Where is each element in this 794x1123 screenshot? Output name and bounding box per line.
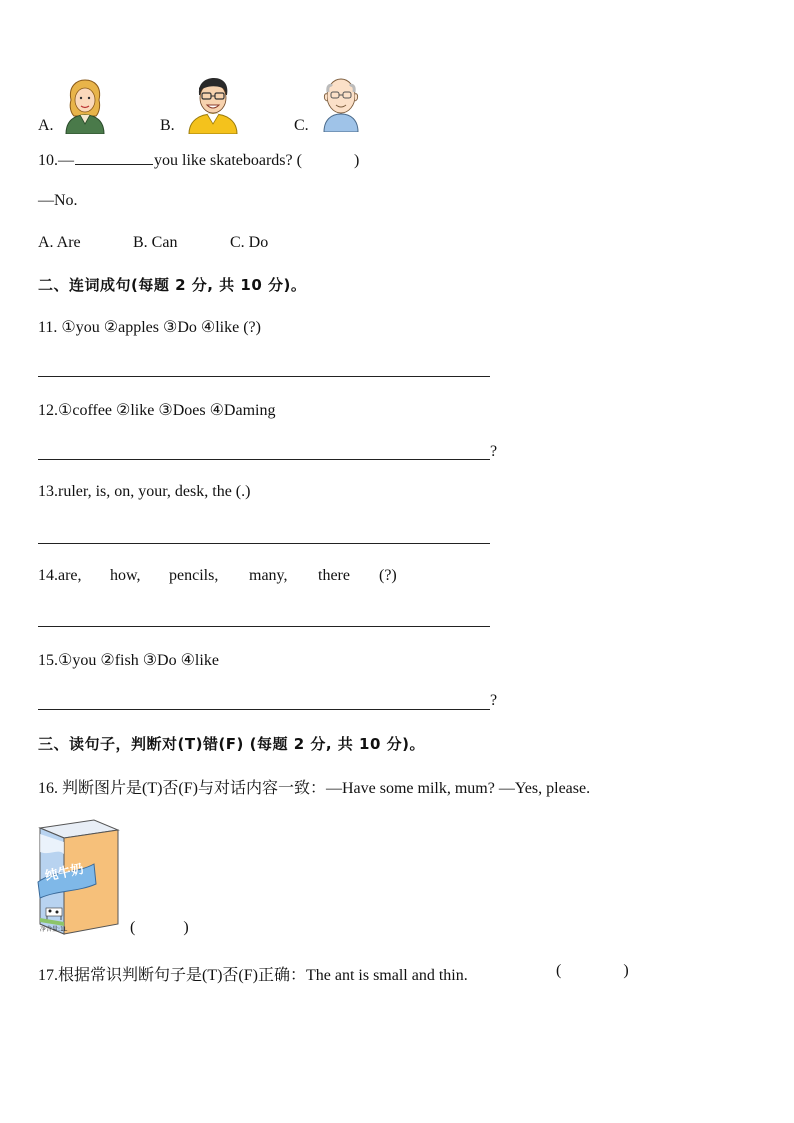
q16-text: 16. 判断图片是(T)否(F)与对话内容一致：—Have some milk, mum? —Yes, please. [38,780,591,797]
q11-answer-line[interactable] [38,376,490,377]
q10-question: you like skateboards? ( [154,152,302,169]
q15-answer-line[interactable] [38,709,490,710]
q13-answer-line[interactable] [38,543,490,544]
option-b-label: B. [160,117,175,134]
q17-text: 17.根据常识判断句子是(T)否(F)正确：The ant is small and thin. [38,967,468,984]
q10-line [38,150,359,170]
section-3-title: 三、读句子，判断对(T)错(F) (每题 2 分, 共 10 分)。 [38,735,425,753]
q12-end-mark: ? [490,443,498,460]
q16-bracket-close: ) [183,919,189,936]
option-c-label: C. [294,117,309,134]
q14-word: pencils, [169,567,219,584]
q12-text: 12.①coffee ②like ③Does ④Daming [38,402,276,419]
q10-number: 10. [38,152,58,169]
q14-word: (?) [379,567,397,584]
q10-answer-line: —No. [38,192,78,209]
q12-answer-line[interactable] [38,459,490,460]
q11-text: 11. ①you ②apples ③Do ④like (?) [38,319,261,336]
q14-word: how, [110,567,141,584]
section-2-title: 二、连词成句(每题 2 分, 共 10 分)。 [38,276,307,294]
q16-bracket-open: ( [130,919,136,936]
q10-bracket-close: ) [353,152,360,169]
man-with-glasses-icon [186,76,240,134]
q13-text: 13.ruler, is, on, your, desk, the (.) [38,483,251,500]
option-a-label: A. [38,117,54,134]
old-man-icon [318,74,362,132]
q15-end-mark: ? [490,692,498,709]
q10-blank[interactable] [75,150,153,165]
q15-text: 15.①you ②fish ③Do ④like [38,652,219,669]
q16-answer-bracket[interactable] [130,919,189,937]
q10-dash: — [58,152,74,169]
q10-option-b: B. Can [133,234,178,251]
q10-option-c: C. Do [230,234,269,251]
q14-word: many, [249,567,288,584]
q17-bracket-close: ) [623,962,629,979]
milk-carton-label: 纯牛奶 [43,861,86,885]
q17-bracket-open: ( [556,962,562,979]
q17-answer-bracket[interactable] [556,962,629,980]
q14-word: 14.are, [38,567,82,584]
q14-word: there [318,567,350,584]
milk-carton-small-text: 净含量:1L [40,926,68,933]
q10-option-a: A. Are [38,234,81,251]
woman-icon [62,78,108,134]
q14-answer-line[interactable] [38,626,490,627]
